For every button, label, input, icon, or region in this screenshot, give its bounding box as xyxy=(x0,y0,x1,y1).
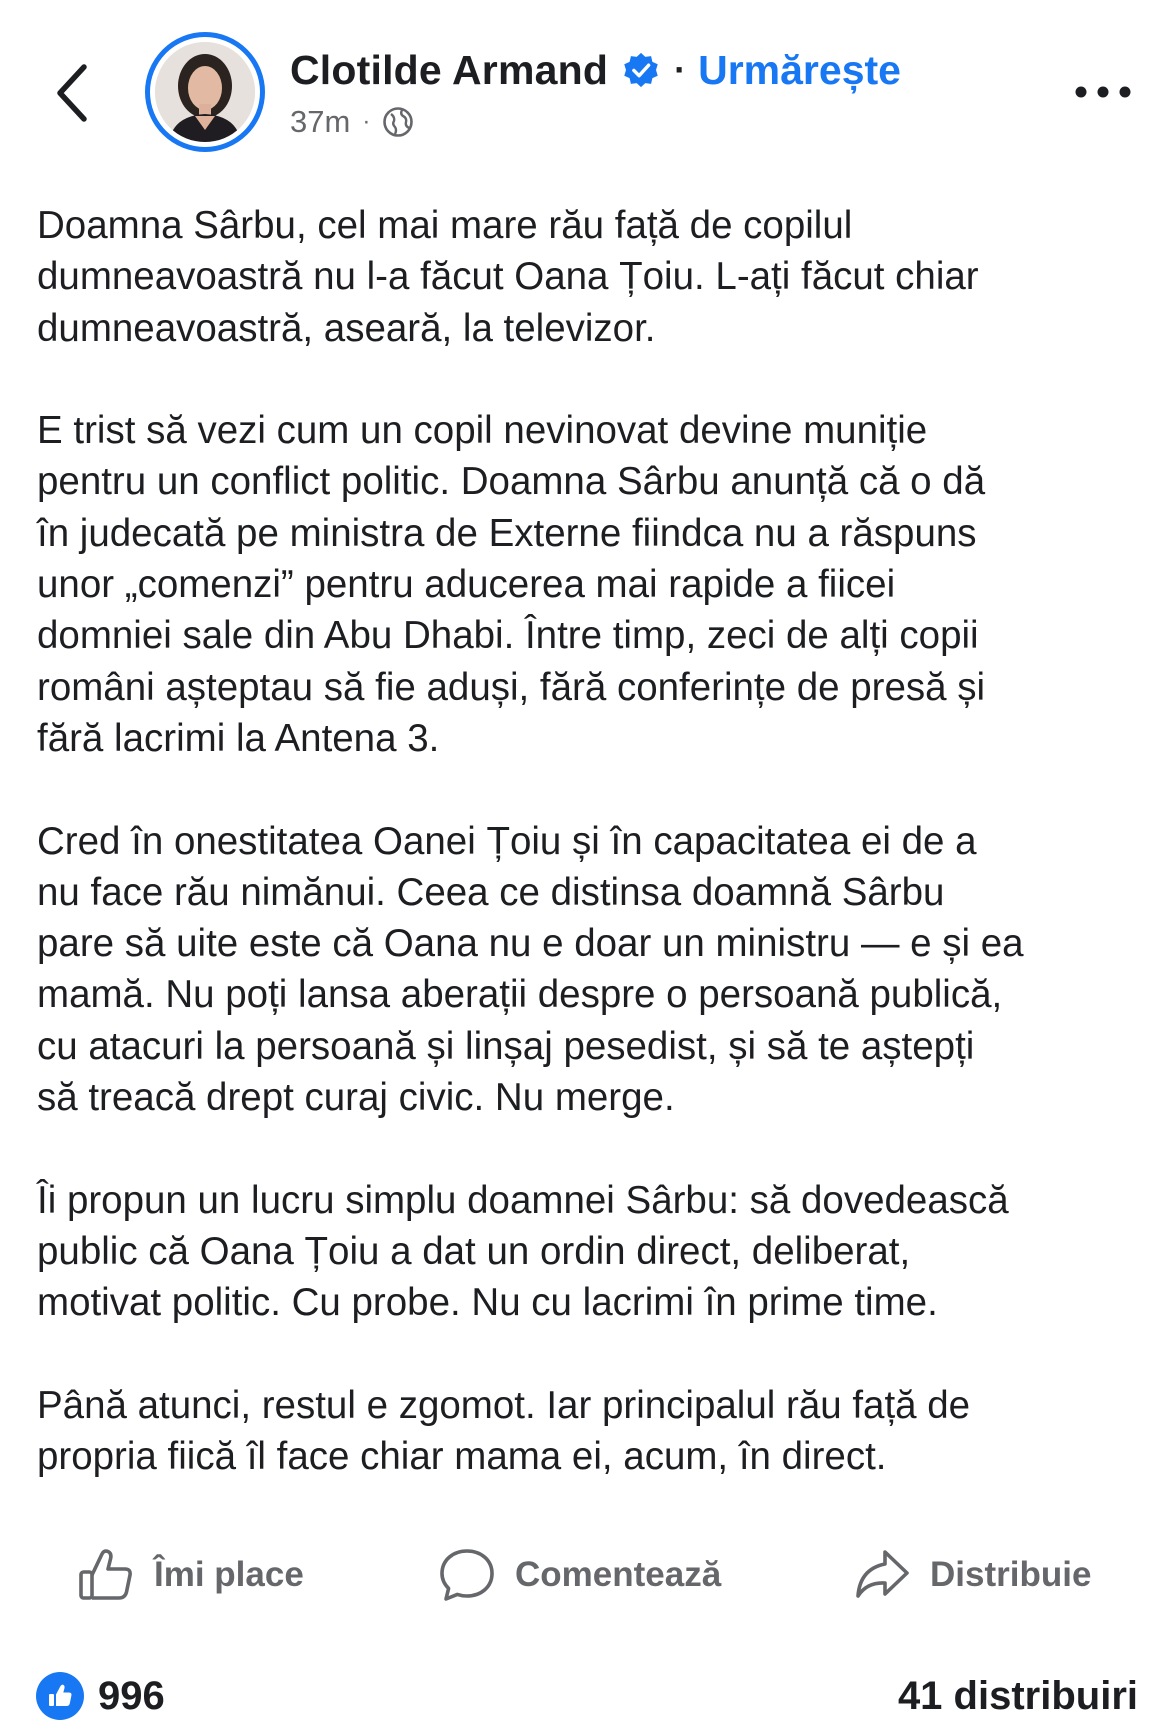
text-line: propria fiică îl face chiar mama ei, acum, în direct. xyxy=(37,1435,887,1479)
post-text xyxy=(37,200,1147,1534)
post-actions xyxy=(0,1540,1170,1610)
post-paragraph xyxy=(37,1175,1147,1329)
verified-badge-icon xyxy=(622,51,660,89)
thumbs-up-icon xyxy=(76,1545,136,1605)
post-paragraph xyxy=(37,200,1147,354)
share-arrow-icon xyxy=(852,1545,912,1605)
globe-icon[interactable] xyxy=(382,106,414,138)
text-line: dumneavoastră nu l-a făcut Oana Țoiu. L-ați făcut chiar xyxy=(37,255,979,299)
post-meta xyxy=(290,100,414,144)
text-line: cu atacuri la persoană și linșaj pesedist, și să te aștepți xyxy=(37,1024,975,1068)
comment-label: Comentează xyxy=(515,1555,722,1594)
post-timestamp[interactable]: 37m xyxy=(290,104,351,139)
text-line: mamă. Nu poți lansa aberații despre o persoană publică, xyxy=(37,973,1003,1017)
text-line: E trist să vezi cum un copil nevinovat devine muniție xyxy=(37,409,928,453)
back-button[interactable] xyxy=(42,58,102,128)
author-row xyxy=(290,44,901,96)
share-label: Distribuie xyxy=(930,1555,1092,1594)
text-line: să treacă drept curaj civic. Nu merge. xyxy=(37,1076,675,1120)
post-paragraph xyxy=(37,1380,1147,1483)
text-line: români așteptau să fie aduși, fără conferințe de presă și xyxy=(37,665,986,709)
post-header xyxy=(0,0,1170,170)
avatar xyxy=(155,42,255,142)
text-line: Până atunci, restul e zgomot. Iar principalul rău față de xyxy=(37,1383,971,1427)
post-paragraph xyxy=(37,405,1147,764)
follow-separator: · xyxy=(674,49,687,90)
text-line: public că Oana Țoiu a dat un ordin direct, deliberat, xyxy=(37,1229,911,1273)
meta-separator: · xyxy=(362,108,371,135)
author-avatar-ring[interactable] xyxy=(145,32,265,152)
like-button[interactable] xyxy=(76,1540,304,1610)
text-line: unor „comenzi” pentru aducerea mai rapide a fiicei xyxy=(37,563,896,607)
more-icon xyxy=(1073,85,1133,99)
author-name[interactable]: Clotilde Armand xyxy=(290,46,609,93)
post-paragraph xyxy=(37,816,1147,1124)
post-stats xyxy=(0,1666,1170,1726)
text-line: nu face rău nimănui. Ceea ce distinsa doamnă Sârbu xyxy=(37,870,945,914)
text-line: Doamna Sârbu, cel mai mare rău față de copilul xyxy=(37,204,853,247)
share-button[interactable] xyxy=(852,1540,1091,1610)
text-line: fără lacrimi la Antena 3. xyxy=(37,716,440,760)
text-line: în judecată pe ministra de Externe fiindca nu a răspuns xyxy=(37,511,977,555)
text-line: dumneavoastră, aseară, la televizor. xyxy=(37,306,656,350)
text-line: pentru un conflict politic. Doamna Sârbu anunță că o dă xyxy=(37,460,986,504)
text-line: domniei sale din Abu Dhabi. Între timp, zeci de alți copii xyxy=(37,614,979,658)
share-count[interactable]: 41 distribuiri xyxy=(897,1673,1138,1718)
comment-bubble-icon xyxy=(437,1545,497,1605)
text-line: Îi propun un lucru simplu doamnei Sârbu: să dovedească xyxy=(37,1178,1009,1222)
chevron-left-icon xyxy=(52,62,92,124)
like-reaction-icon xyxy=(36,1672,84,1720)
text-line: motivat politic. Cu probe. Nu cu lacrimi în prime time. xyxy=(37,1281,938,1325)
comment-button[interactable] xyxy=(437,1540,721,1610)
like-label: Îmi place xyxy=(154,1555,304,1594)
reactions-summary[interactable] xyxy=(36,1666,165,1726)
follow-button[interactable]: Urmărește xyxy=(698,46,901,93)
text-line: Cred în onestitatea Oanei Țoiu și în capacitatea ei de a xyxy=(37,819,977,863)
text-line: pare să uite este că Oana nu e doar un ministru — e și ea xyxy=(37,922,1024,966)
reaction-count: 996 xyxy=(98,1673,165,1718)
more-options-button[interactable] xyxy=(1068,70,1138,114)
